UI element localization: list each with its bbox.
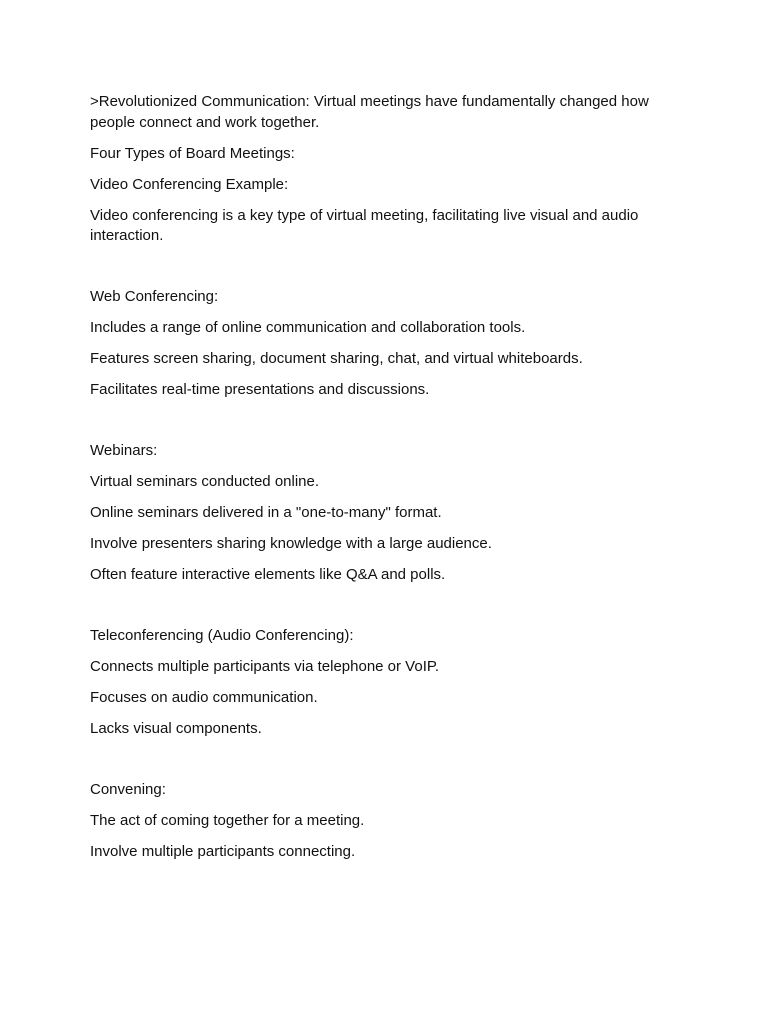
webinars-line: Often feature interactive elements like Q&A and polls.: [90, 566, 446, 583]
convening-line: Involve multiple participants connecting.: [90, 843, 356, 860]
web-conferencing-line: Facilitates real-time presentations and discussions.: [90, 381, 430, 398]
web-conferencing-heading: Web Conferencing:: [90, 288, 219, 305]
convening-heading: Convening:: [90, 781, 166, 798]
teleconferencing-line: Lacks visual components.: [90, 720, 262, 737]
web-conferencing-line: Features screen sharing, document sharing, chat, and virtual whiteboards.: [90, 350, 583, 367]
webinars-line: Online seminars delivered in a "one-to-many" format.: [90, 504, 442, 521]
video-conferencing-line: Video conferencing is a key type of virtual meeting, facilitating live visual and audio interaction.: [90, 206, 639, 244]
webinars-line: Involve presenters sharing knowledge with a large audience.: [90, 535, 492, 552]
video-conferencing-heading: Video Conferencing Example:: [90, 175, 289, 193]
teleconferencing-line: Connects multiple participants via telephone or VoIP.: [90, 658, 440, 675]
section-spacer: [90, 411, 670, 441]
section-spacer: [90, 596, 670, 626]
board-meetings-heading: Four Types of Board Meetings:: [90, 144, 295, 162]
teleconferencing-line: Focuses on audio communication.: [90, 689, 318, 706]
web-conferencing-line: Includes a range of online communication and collaboration tools.: [90, 319, 526, 336]
convening-line: The act of coming together for a meeting.: [90, 812, 365, 829]
section-spacer: [90, 257, 670, 287]
webinars-heading: Webinars:: [90, 442, 158, 459]
webinars-line: Virtual seminars conducted online.: [90, 473, 320, 490]
teleconferencing-heading: Teleconferencing (Audio Conferencing):: [90, 627, 354, 644]
document-body: [90, 92, 670, 873]
section-spacer: [90, 750, 670, 780]
intro-paragraph: >Revolutionized Communication: Virtual meetings have fundamentally changed how people connect and work together.: [90, 93, 649, 131]
